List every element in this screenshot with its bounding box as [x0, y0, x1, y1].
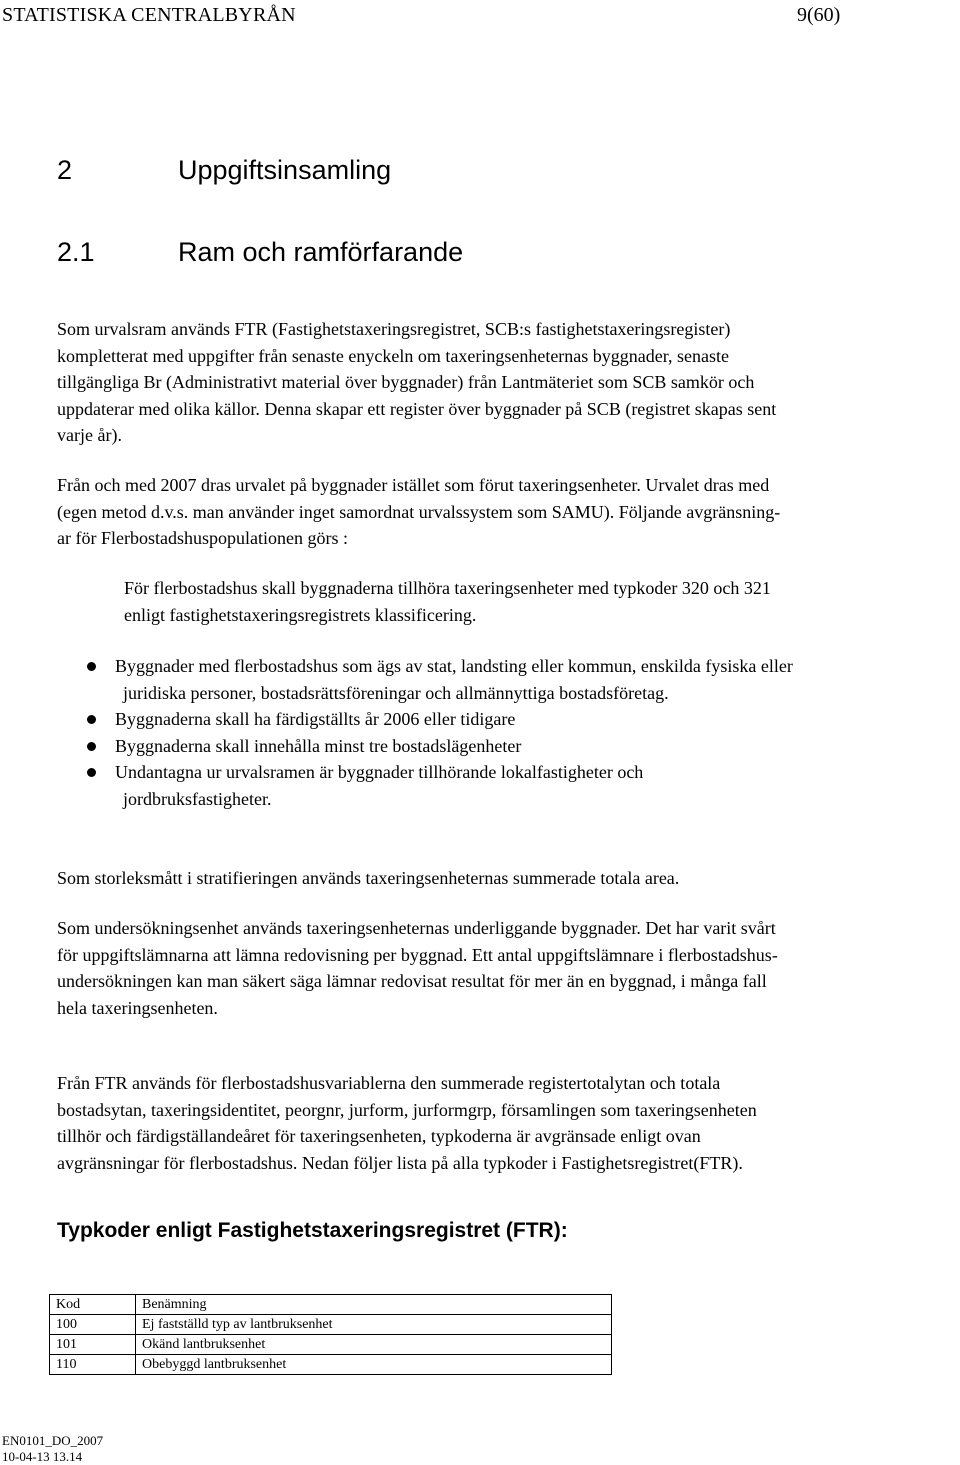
text-line: tillhör och färdigställandeåret för taxeringsenheten, typkoderna är avgränsade enligt ovan: [57, 1126, 701, 1146]
text-line: enligt fastighetstaxeringsregistrets klassificering.: [124, 604, 477, 625]
section-number: 2: [57, 155, 73, 185]
list-item: [57, 653, 957, 706]
text-line: bostadsytan, taxeringsidentitet, peorgnr, jurform, jurformgrp, församlingen som taxeringsenheten: [57, 1099, 757, 1120]
column-header-code: Kod: [50, 1295, 136, 1315]
footer-doc-id: EN0101_DO_2007: [2, 1433, 104, 1448]
paragraph-selection: [57, 472, 957, 552]
criteria-list: [57, 653, 957, 812]
table-header-row: [50, 1295, 612, 1315]
column-header-name: Benämning: [136, 1295, 612, 1315]
text-line: Från och med 2007 dras urvalet på byggnader istället som förut taxeringsenheter. Urvalet dras med: [57, 475, 770, 495]
text-line: Som urvalsram används FTR (Fastighetstaxeringsregistret, SCB:s fastighetstaxeringsregister): [57, 319, 731, 339]
cell-name: Okänd lantbruksenhet: [136, 1335, 612, 1355]
cell-name: Ej fastställd typ av lantbruksenhet: [136, 1315, 612, 1335]
text-line: för uppgiftslämnarna att lämna redovisning per byggnad. Ett antal uppgiftslämnare i flerbostadshus-: [57, 944, 778, 965]
list-item-text: Byggnaderna skall innehålla minst tre bostadslägenheter: [115, 735, 522, 756]
list-item: [57, 733, 957, 760]
paragraph-ftr-variables: [57, 1070, 957, 1176]
bullet-icon: [87, 768, 96, 777]
list-item-text: jordbruksfastigheter.: [123, 788, 272, 809]
header-page-number: 9(60): [797, 4, 841, 26]
paragraph-size-measure: Som storleksmått i stratifieringen används taxeringsenheternas summerade totala area.: [57, 868, 680, 888]
indented-criteria: [124, 575, 954, 628]
cell-name: Obebyggd lantbruksenhet: [136, 1355, 612, 1375]
subsection-heading: [57, 237, 463, 268]
subsection-title: Ram och ramförfarande: [178, 237, 464, 267]
table-row: [50, 1355, 612, 1375]
list-item-text: Byggnader med flerbostadshus som ägs av stat, landsting eller kommun, enskilda fysiska eller: [115, 656, 793, 676]
table-row: [50, 1335, 612, 1355]
text-line: kompletterat med uppgifter från senaste enyckeln om taxeringsenheternas byggnader, senaste: [57, 345, 730, 366]
paragraph-sampling-frame: [57, 316, 957, 449]
text-line: hela taxeringsenheten.: [57, 997, 218, 1018]
cell-code: 110: [50, 1355, 136, 1375]
text-line: tillgängliga Br (Administrativt material över byggnader) från Lantmäteriet som SCB samkör och: [57, 372, 755, 392]
text-line: varje år).: [57, 425, 122, 445]
text-line: ar för Flerbostadshuspopulationen görs :: [57, 528, 348, 548]
text-line: För flerbostadshus skall byggnaderna tillhöra taxeringsenheter med typkoder 320 och 321: [124, 578, 771, 598]
paragraph-survey-unit: [57, 915, 957, 1021]
list-item-text: Byggnaderna skall ha färdigställts år 2006 eller tidigare: [115, 709, 516, 729]
bullet-icon: [87, 742, 96, 751]
footer-timestamp: 10-04-13 13.14: [2, 1449, 83, 1464]
list-item: [57, 706, 957, 733]
header-organization: STATISTISKA CENTRALBYRÅN: [2, 4, 296, 26]
text-line: (egen metod d.v.s. man använder inget samordnat urvalssystem som SAMU). Följande avgränsning-: [57, 501, 781, 522]
section-heading: [57, 155, 391, 186]
table-title: Typkoder enligt Fastighetstaxeringsregistret (FTR):: [57, 1219, 568, 1242]
section-title: Uppgiftsinsamling: [178, 155, 392, 185]
text-line: undersökningen kan man säkert säga lämnar redovisat resultat för mer än en byggnad, i många fall: [57, 971, 767, 991]
text-line: avgränsningar för flerbostadshus. Nedan följer lista på alla typkoder i Fastighetsregistret(FTR).: [57, 1152, 743, 1173]
bullet-icon: [87, 715, 96, 724]
text-line: Från FTR används för flerbostadshusvariablerna den summerade registertotalytan och totala: [57, 1073, 721, 1093]
list-item-text: juridiska personer, bostadsrättsföreningar och allmännyttiga bostadsföretag.: [123, 682, 669, 703]
list-item: [57, 759, 957, 812]
list-item-text: Undantagna ur urvalsramen är byggnader tillhörande lokalfastigheter och: [115, 762, 644, 782]
cell-code: 101: [50, 1335, 136, 1355]
subsection-number: 2.1: [57, 237, 95, 267]
table-row: [50, 1315, 612, 1335]
cell-code: 100: [50, 1315, 136, 1335]
bullet-icon: [87, 662, 96, 671]
type-code-table: [49, 1294, 612, 1375]
text-line: uppdaterar med olika källor. Denna skapar ett register över byggnader på SCB (registret skapas sent: [57, 398, 777, 419]
text-line: Som undersökningsenhet används taxeringsenheternas underliggande byggnader. Det har varit svårt: [57, 918, 776, 938]
